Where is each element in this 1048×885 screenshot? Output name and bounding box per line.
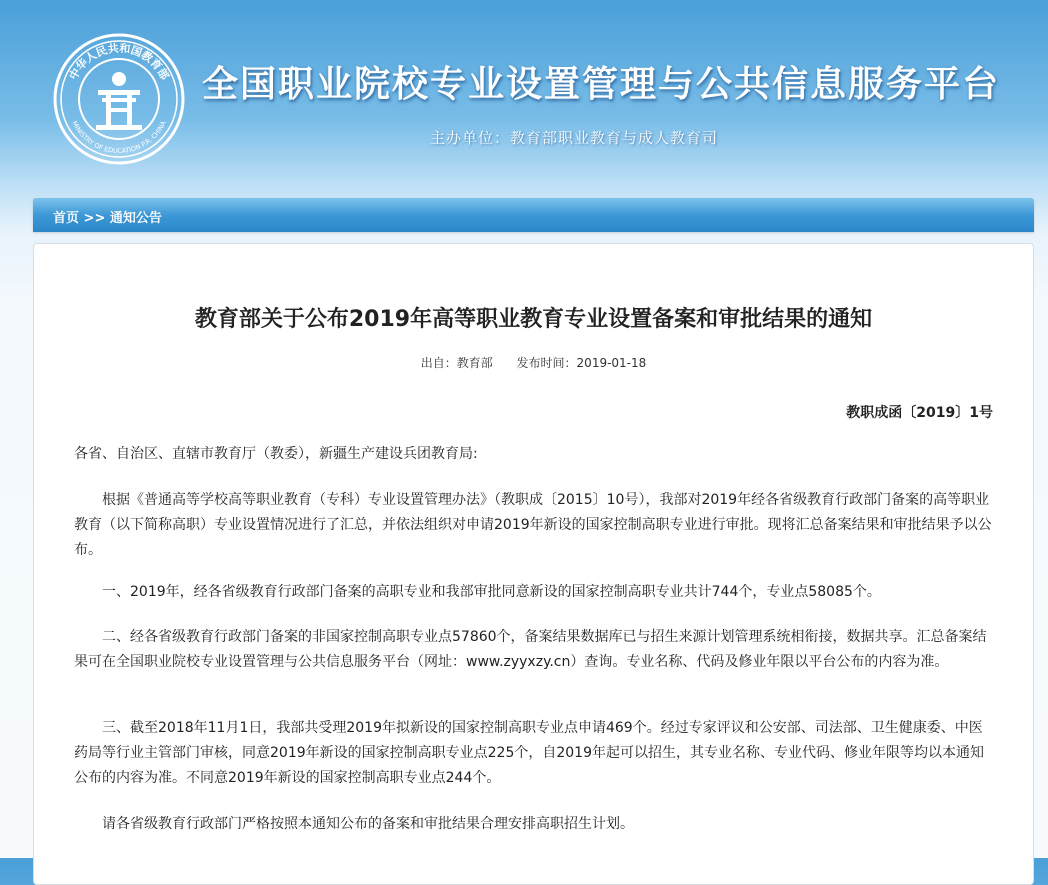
document-number: 教职成函〔2019〕1号 bbox=[846, 405, 993, 421]
seal-emblem-icon bbox=[96, 72, 142, 130]
article-meta bbox=[34, 354, 1033, 371]
seal-ring-text-en: MINISTRY OF EDUCATION P.R. CHINA bbox=[70, 119, 168, 156]
breadcrumb-home-link[interactable]: 首页 bbox=[53, 211, 80, 226]
article-paragraph-intro: 根据《普通高等学校高等职业教育（专科）专业设置管理办法》（教职成〔2015〕10号），我部对2019年经各省级教育行政部门备案的高等职业教育（以下简称高职）专业设置情况进行了汇总，并依法组织对申请2019年新设的国家控制高职专业进行审批。现将汇总备案结果和审批结果予以公布。 bbox=[74, 492, 992, 558]
site-header bbox=[0, 0, 1048, 195]
article-paragraph-2: 二、经各省级教育行政部门备案的非国家控制高职专业点57860个，备案结果数据库已与招生来源计划管理系统相衔接，数据共享。汇总备案结果可在全国职业院校专业设置管理与公共信息服务平台（网址：www.zyyxzy.cn）查询。专业名称、代码及修业年限以平台公布的内容为准。 bbox=[74, 629, 987, 670]
site-sponsor: 主办单位：教育部职业教育与成人教育司 bbox=[430, 129, 719, 147]
article-source: 出自：教育部 bbox=[420, 356, 493, 370]
article-salutation: 各省、自治区、直辖市教育厅（教委），新疆生产建设兵团教育局: bbox=[74, 446, 478, 462]
seal-ring-text-cn: 中华人民共和国教育部 bbox=[66, 41, 172, 83]
article-paragraph-3: 三、截至2018年11月1日，我部共受理2019年拟新设的国家控制高职专业点申请469个。经过专家评议和公安部、司法部、卫生健康委、中医药局等行业主管部门审核，同意2019年新设的国家控制高职专业点225个，自2019年起可以招生，其专业名称、专业代码、修业年限等均以本通知公布的内容为准。不同意2019年新设的国家控制高职专业点244个。 bbox=[74, 720, 984, 786]
article-paragraph-1: 一、2019年，经各省级教育行政部门备案的高职专业和我部审批同意新设的国家控制高职专业共计744个，专业点58085个。 bbox=[102, 584, 881, 600]
site-title: 全国职业院校专业设置管理与公共信息服务平台 bbox=[202, 64, 1001, 105]
article-title: 教育部关于公布2019年高等职业教育专业设置备案和审批结果的通知 bbox=[194, 307, 873, 332]
article-publish-date: 发布时间：2019-01-18 bbox=[516, 356, 647, 370]
breadcrumb-separator: >> bbox=[83, 211, 106, 226]
article-paragraph-closing: 请各省级教育行政部门严格按照本通知公布的备案和审批结果合理安排高职招生计划。 bbox=[102, 816, 634, 832]
breadcrumb bbox=[53, 207, 162, 226]
breadcrumb-bar bbox=[33, 198, 1034, 232]
breadcrumb-current-link[interactable]: 通知公告 bbox=[109, 211, 162, 226]
ministry-seal-logo[interactable] bbox=[52, 32, 186, 166]
article-panel bbox=[33, 243, 1034, 885]
